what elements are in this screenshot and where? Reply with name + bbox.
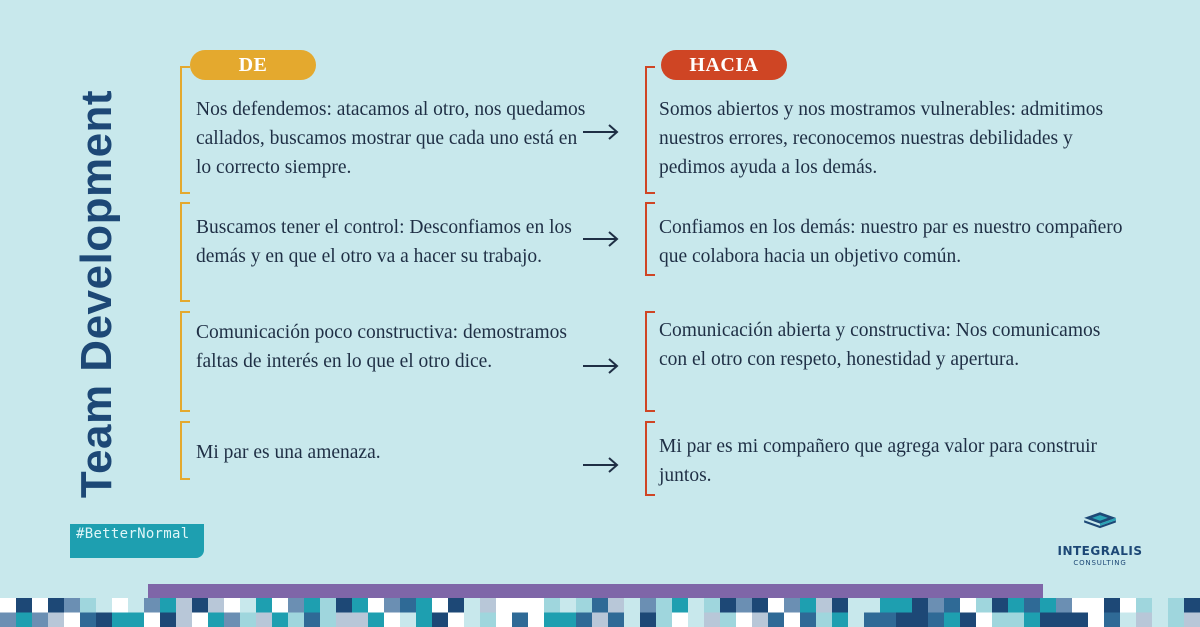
- page-title: Team Development: [72, 89, 121, 499]
- to-bracket-1: [645, 66, 655, 194]
- logo-name: INTEGRALIS: [1057, 544, 1143, 558]
- to-bracket-3: [645, 311, 655, 412]
- arrow-right-icon: [582, 455, 620, 475]
- arrow-right-icon: [582, 356, 620, 376]
- header-from-badge: DE: [190, 50, 316, 80]
- to-bracket-2: [645, 202, 655, 276]
- from-bracket-3: [180, 311, 190, 412]
- header-to-badge: HACIA: [661, 50, 787, 80]
- to-text-1: Somos abiertos y nos mostramos vulnerables: admitimos nuestros errores, reconocemos nuestras debilidades y pedimos ayuda a los demás.: [659, 99, 1104, 178]
- to-text-3: Comunicación abierta y constructiva: Nos comunicamos con el otro con respeto, honestidad y apertura.: [659, 320, 1101, 370]
- logo-subtitle: CONSULTING: [1073, 559, 1127, 567]
- from-text-4: Mi par es una amenaza.: [196, 442, 381, 463]
- integralis-logo-icon: [1052, 510, 1148, 544]
- from-text-2: Buscamos tener el control: Desconfiamos en los demás y en que el otro va a hacer su trabajo.: [196, 217, 572, 267]
- to-bracket-4: [645, 421, 655, 496]
- arrow-right-icon: [582, 229, 620, 249]
- arrow-right-icon: [582, 122, 620, 142]
- from-bracket-2: [180, 202, 190, 302]
- from-text-3: Comunicación poco constructiva: demostramos faltas de interés en lo que el otro dice.: [196, 322, 567, 372]
- footer-bar: [148, 584, 1043, 598]
- to-text-2: Confiamos en los demás: nuestro par es nuestro compañero que colabora hacia un objetivo común.: [659, 217, 1123, 267]
- hashtag-badge: [70, 524, 204, 558]
- to-text-4: Mi par es mi compañero que agrega valor para construir juntos.: [659, 436, 1098, 486]
- pixel-pattern-footer: [0, 598, 1200, 627]
- hashtag-text: #BetterNormal: [76, 526, 190, 542]
- from-text-1: Nos defendemos: atacamos al otro, nos quedamos callados, buscamos mostrar que cada uno está en lo correcto siempre.: [196, 99, 586, 178]
- from-bracket-1: [180, 66, 190, 194]
- from-bracket-4: [180, 421, 190, 480]
